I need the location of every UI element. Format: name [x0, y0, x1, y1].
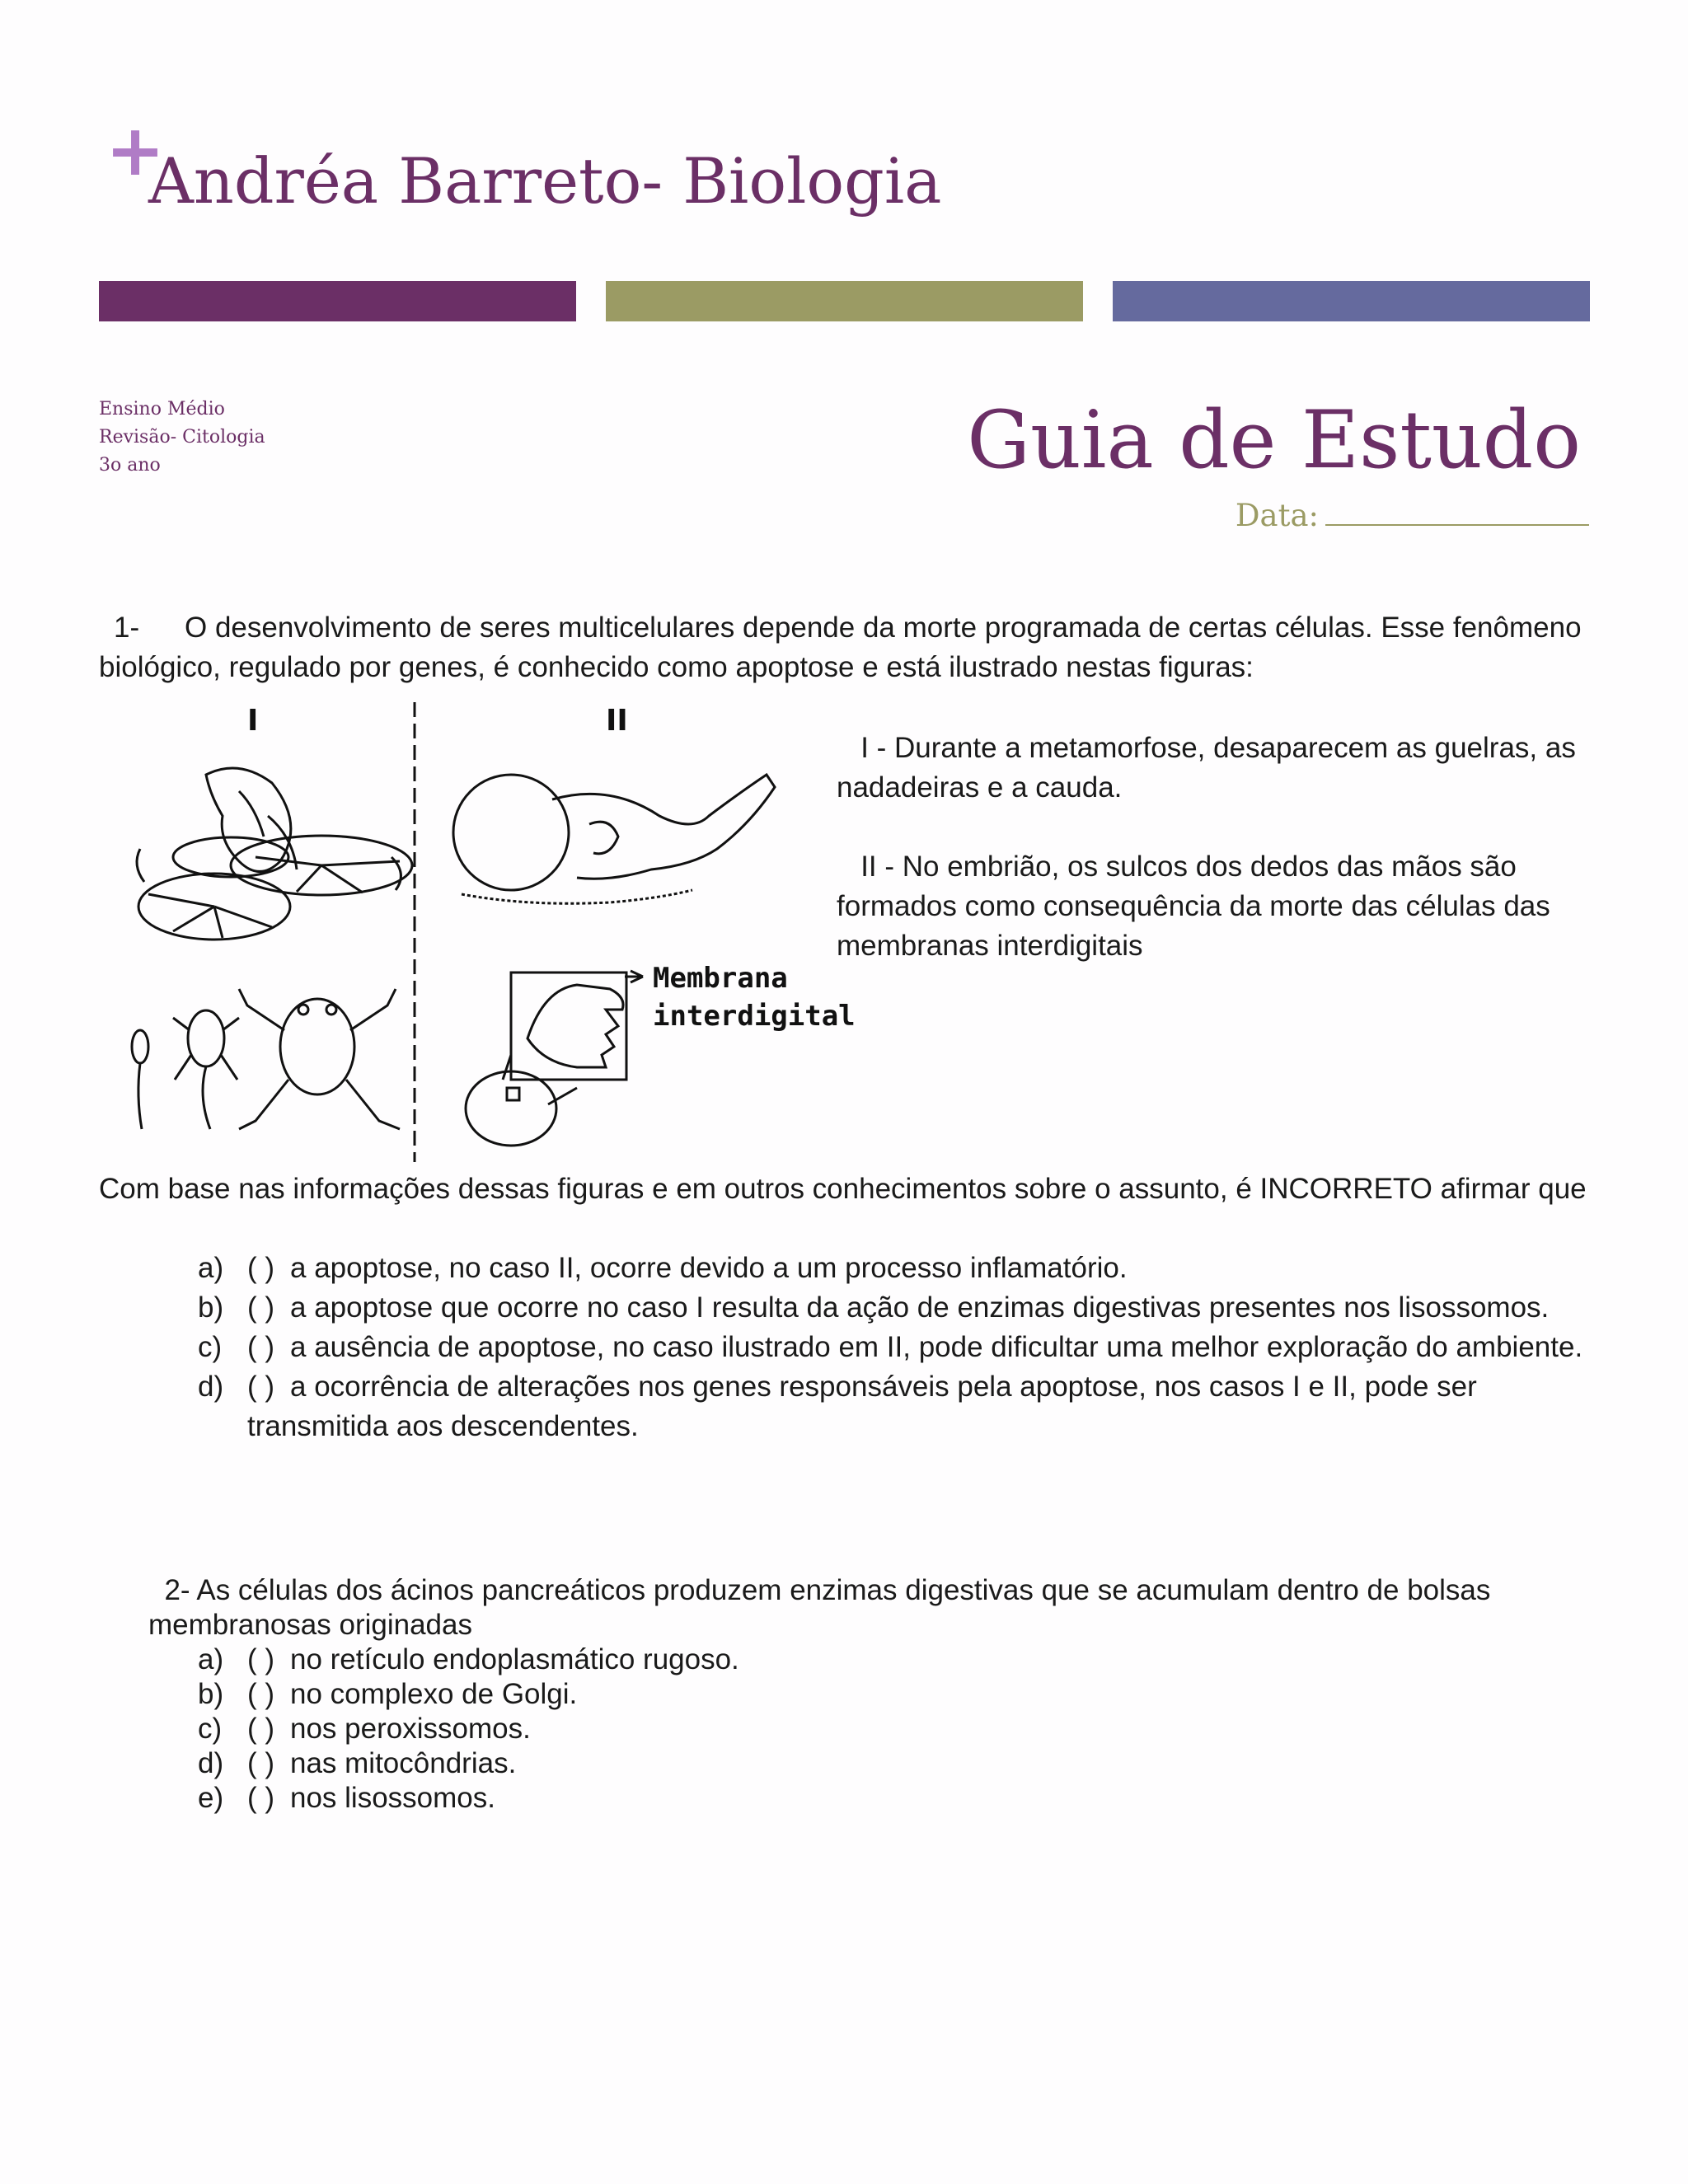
- color-bar-olive: [606, 281, 1083, 321]
- membrane-label-2: interdigital: [653, 1000, 856, 1033]
- q2-option-e[interactable]: [198, 1781, 1591, 1816]
- answer-checkbox[interactable]: ( ): [247, 1678, 275, 1710]
- caption-i-text: I - Durante a metamorfose, desaparecem as guelras, as nadadeiras e a cauda.: [837, 732, 1576, 804]
- option-text: a apoptose, no caso II, ocorre devido a um processo inflamatório.: [290, 1252, 1128, 1284]
- question-2-options: [198, 1643, 1591, 1816]
- question-1-text: O desenvolvimento de seres multicelulares depende da morte programada de certas células. Esse fenômeno biológico, regulado por genes, é conhecido como apoptose e está ilustrado nestas figuras:: [99, 612, 1582, 683]
- color-bar-blue: [1113, 281, 1590, 321]
- answer-checkbox[interactable]: ( ): [247, 1643, 275, 1675]
- page-title: Guia de Estudo: [967, 394, 1581, 486]
- q2-option-c[interactable]: [198, 1712, 1591, 1746]
- option-letter: d): [198, 1371, 224, 1403]
- option-letter: b): [198, 1291, 224, 1324]
- question-1-number: 1-: [114, 612, 140, 644]
- q2-option-d[interactable]: [198, 1746, 1591, 1781]
- option-text: nas mitocôndrias.: [290, 1747, 517, 1779]
- level-text: Ensino Médio: [99, 399, 225, 419]
- answer-checkbox[interactable]: ( ): [247, 1747, 275, 1779]
- frog-on-lilypads-drawing: [137, 768, 412, 940]
- option-letter: b): [198, 1678, 224, 1710]
- topic-text: Revisão- Citologia: [99, 427, 265, 448]
- answer-checkbox[interactable]: ( ): [247, 1713, 275, 1745]
- plus-icon: +: [106, 110, 166, 192]
- q2-option-a[interactable]: [198, 1643, 1591, 1677]
- date-blank-line[interactable]: [1325, 496, 1589, 526]
- embryo-hand-drawing: [466, 971, 643, 1146]
- option-letter: c): [198, 1713, 223, 1745]
- option-letter: e): [198, 1782, 224, 1814]
- option-text: no retículo endoplasmático rugoso.: [290, 1643, 739, 1675]
- answer-checkbox[interactable]: ( ): [247, 1291, 275, 1324]
- course-info: [99, 396, 265, 480]
- q1-option-a[interactable]: [198, 1249, 1591, 1288]
- membrane-label-1: Membrana: [653, 962, 788, 995]
- option-text: nos lisossomos.: [290, 1782, 495, 1814]
- date-field: [1236, 496, 1589, 534]
- caption-i: [837, 729, 1595, 808]
- question-1-stem: [99, 608, 1591, 687]
- caption-ii: [837, 847, 1595, 966]
- caption-ii-text: II - No embrião, os sulcos dos dedos das mãos são formados como consequência da morte das células das membranas interdigitais: [837, 851, 1550, 962]
- question-1-options: [198, 1249, 1591, 1446]
- option-text: a ausência de apoptose, no caso ilustrado em II, pode dificultar uma melhor exploração do ambiente.: [290, 1331, 1583, 1363]
- q1-option-d[interactable]: [198, 1367, 1591, 1446]
- option-letter: c): [198, 1331, 223, 1363]
- answer-checkbox[interactable]: ( ): [247, 1371, 275, 1403]
- answer-checkbox[interactable]: ( ): [247, 1252, 275, 1284]
- tadpole-to-frog-drawing: [132, 989, 400, 1129]
- answer-checkbox[interactable]: ( ): [247, 1331, 275, 1363]
- q1-option-b[interactable]: [198, 1288, 1591, 1328]
- option-text: a ocorrência de alterações nos genes responsáveis pela apoptose, nos casos I e II, pode ser transmitida aos descendentes.: [247, 1371, 1477, 1442]
- author-title: Andréa Barreto- Biologia: [148, 144, 942, 218]
- date-label: Data:: [1235, 498, 1319, 533]
- question-2-text: 2- As células dos ácinos pancreáticos produzem enzimas digestivas que se acumulam dentro de bolsas membranosas originadas: [148, 1574, 1491, 1641]
- question-2-stem: [148, 1573, 1599, 1643]
- figure-label-ii: II: [606, 704, 628, 738]
- option-letter: a): [198, 1643, 224, 1675]
- question-1-base: Com base nas informações dessas figuras e em outros conhecimentos sobre o assunto, é INCORRETO afirmar que: [99, 1173, 1587, 1205]
- q1-option-c[interactable]: [198, 1328, 1591, 1367]
- apoptosis-figure: [115, 692, 856, 1166]
- option-text: nos peroxissomos.: [290, 1713, 531, 1745]
- option-text: a apoptose que ocorre no caso I resulta da ação de enzimas digestivas presentes nos lisossomos.: [290, 1291, 1550, 1324]
- q2-option-b[interactable]: [198, 1677, 1591, 1712]
- figure-captions: [837, 729, 1595, 966]
- figure-label-i: I: [247, 704, 259, 738]
- year-text: 3o ano: [99, 455, 161, 476]
- option-letter: a): [198, 1252, 224, 1284]
- color-bar-purple: [99, 281, 576, 321]
- baby-drawing: [453, 775, 775, 903]
- option-letter: d): [198, 1747, 224, 1779]
- answer-checkbox[interactable]: ( ): [247, 1782, 275, 1814]
- option-text: no complexo de Golgi.: [290, 1678, 578, 1710]
